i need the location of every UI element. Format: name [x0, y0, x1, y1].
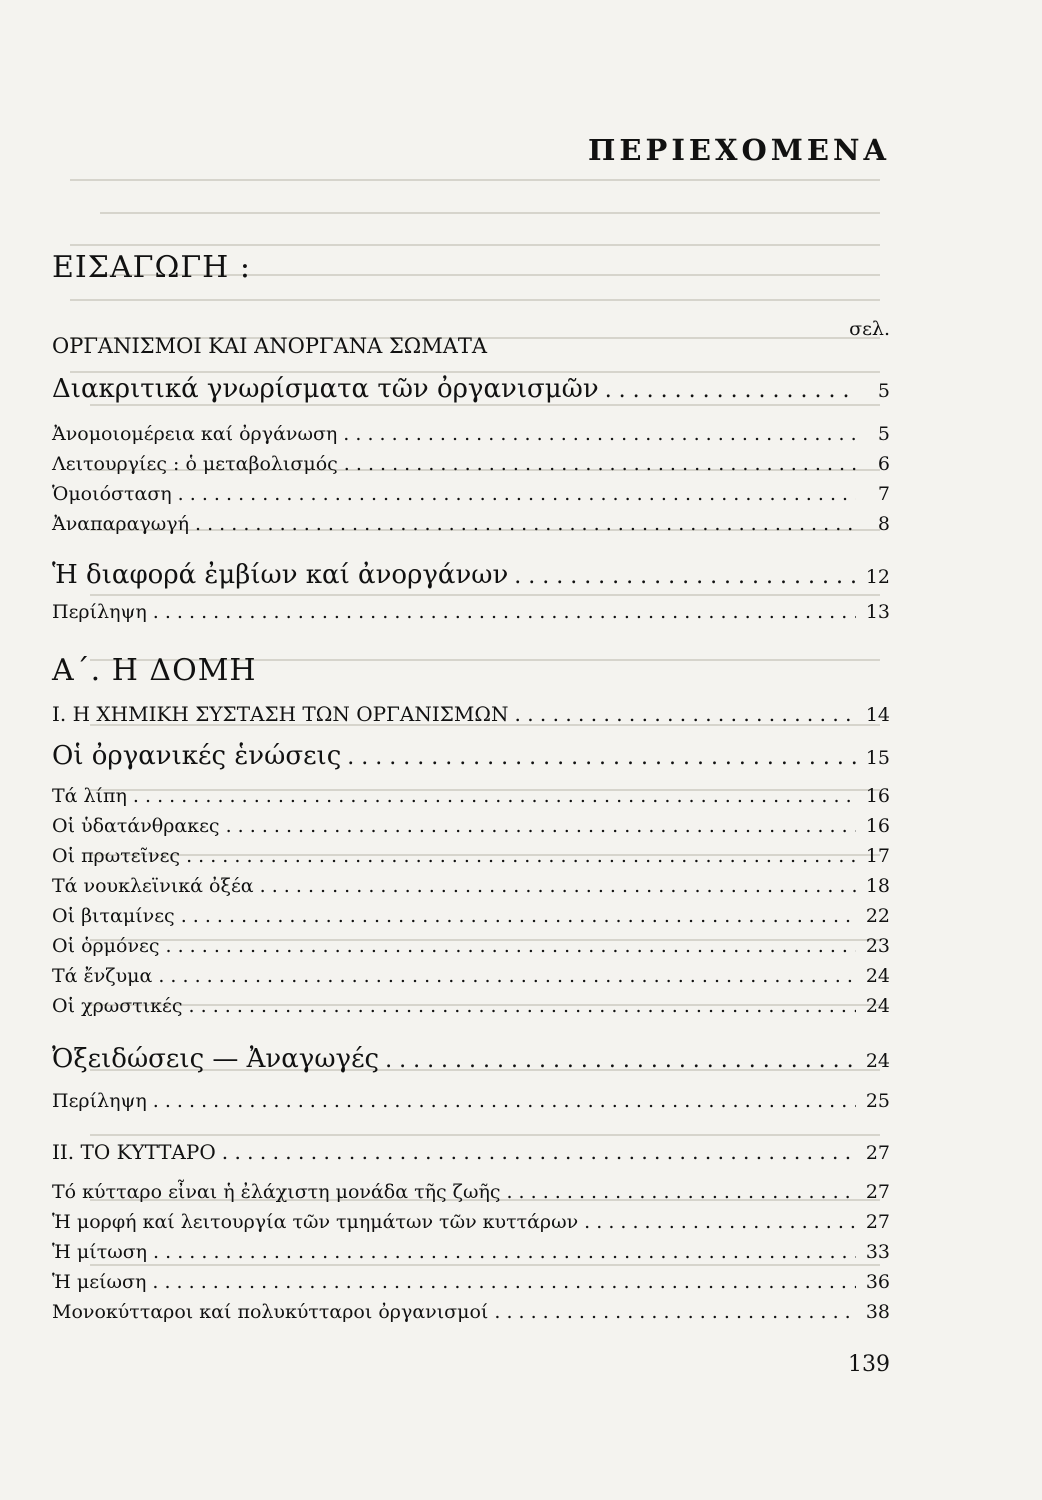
toc-entry-page: 24 [865, 995, 890, 1017]
toc-entry-label: Διακριτικά γνωρίσματα τῶν ὀργανισμῶν [52, 374, 599, 404]
toc-entry [52, 1044, 890, 1074]
leader-dots [152, 1271, 856, 1293]
toc-entry [52, 1211, 890, 1233]
chapter-label: Ι. Η ΧΗΜΙΚΗ ΣΥΣΤΑΣΗ ΤΩΝ ΟΡΓΑΝΙΣΜΩΝ [52, 702, 509, 726]
leader-dots [189, 995, 856, 1017]
leader-dots [181, 905, 856, 927]
toc-entry [52, 374, 890, 404]
leader-dots [153, 1241, 856, 1263]
toc-entry [52, 1241, 890, 1263]
toc-entry [52, 601, 890, 623]
intro-heading: ΕΙΣΑΓΩΓΗ : [52, 250, 251, 285]
leader-dots [344, 453, 856, 475]
chapter-entry [52, 1140, 890, 1164]
toc-entry-page: 36 [865, 1271, 890, 1293]
toc-entry-label: Τά λίπη [52, 785, 127, 807]
toc-entry-label: Ὁμοιόσταση [52, 483, 172, 505]
toc-entry-page: 6 [877, 453, 890, 475]
toc-entry-page: 23 [865, 935, 890, 957]
toc-entry-page: 18 [865, 875, 890, 897]
toc-entry-label: Ἡ μορφή καί λειτουργία τῶν τμημάτων τῶν κυττάρων [52, 1211, 579, 1233]
toc-entry [52, 995, 890, 1017]
toc-entry [52, 741, 890, 771]
leader-dots [347, 745, 856, 770]
leader-dots [514, 564, 856, 589]
toc-entry-label: Περίληψη [52, 601, 147, 623]
leader-dots [584, 1211, 856, 1233]
leader-dots [158, 965, 856, 987]
leader-dots [133, 785, 856, 807]
leader-dots [514, 702, 856, 726]
toc-entry-page: 24 [865, 1050, 890, 1072]
toc-entry-page: 12 [865, 566, 890, 588]
toc-entry-label: Οἱ ὁρμόνες [52, 935, 160, 957]
chapter-entry [52, 702, 890, 726]
leader-dots [605, 378, 856, 403]
toc-entry-label: Λειτουργίες : ὁ μεταβολισμός [52, 453, 338, 475]
toc-entry [52, 1181, 890, 1203]
toc-entry-page: 17 [865, 845, 890, 867]
leader-dots [178, 483, 856, 505]
toc-entry-label: Οἱ βιταμίνες [52, 905, 175, 927]
toc-entry [52, 483, 890, 505]
leader-dots [506, 1181, 856, 1203]
toc-entry-page: 16 [865, 785, 890, 807]
leader-dots [153, 1090, 856, 1112]
toc-entry-label: Ἡ μείωση [52, 1271, 147, 1293]
toc-entry [52, 453, 890, 475]
toc-entry [52, 935, 890, 957]
toc-entry [52, 513, 890, 535]
leader-dots [226, 815, 856, 837]
chapter-label: ΙΙ. ΤΟ ΚΥΤΤΑΡΟ [52, 1140, 216, 1164]
toc-entry-label: Μονοκύτταροι καί πολυκύτταροι ὀργανισμοί [52, 1301, 489, 1323]
page-title: ΠΕΡΙΕΧΟΜΕΝΑ [588, 133, 890, 167]
leader-dots [186, 845, 856, 867]
page-column-label: σελ. [849, 318, 890, 340]
toc-entry-page: 5 [877, 423, 890, 445]
leader-dots [385, 1048, 856, 1073]
toc-entry-label: Οἱ χρωστικές [52, 995, 183, 1017]
toc-entry [52, 875, 890, 897]
toc-entry-page: 25 [865, 1090, 890, 1112]
toc-entry-label: Περίληψη [52, 1090, 147, 1112]
toc-entry-label: Τό κύτταρο εἶναι ἡ ἐλάχιστη μονάδα τῆς ζωῆς [52, 1181, 501, 1203]
toc-entry-label: Τά νουκλεϊνικά ὀξέα [52, 875, 254, 897]
leader-dots [494, 1301, 856, 1323]
leader-dots [153, 601, 856, 623]
toc-entry-label: Οἱ ὀργανικές ἑνώσεις [52, 741, 342, 771]
toc-entry-page: 7 [877, 483, 890, 505]
toc-entry-label: Οἱ πρωτεῖνες [52, 845, 181, 867]
toc-entry [52, 965, 890, 987]
toc-entry-page: 13 [865, 601, 890, 623]
toc-entry [52, 1090, 890, 1112]
leader-dots [195, 513, 856, 535]
leader-dots [260, 875, 856, 897]
toc-entry-page: 38 [865, 1301, 890, 1323]
toc-entry [52, 815, 890, 837]
toc-entry-label: Ὀξειδώσεις — Ἀναγωγές [52, 1044, 380, 1074]
toc-entry-page: 15 [865, 747, 890, 769]
toc-entry [52, 905, 890, 927]
toc-entry-label: Ἀναπαραγωγή [52, 513, 190, 535]
page-number: 139 [848, 1352, 890, 1377]
toc-entry-page: 27 [865, 1211, 890, 1233]
toc-entry-page: 27 [865, 1181, 890, 1203]
leader-dots [343, 423, 856, 445]
toc-entry-page: 33 [865, 1241, 890, 1263]
chapter-page: 14 [865, 704, 890, 726]
toc-entry-page: 24 [865, 965, 890, 987]
toc-entry-label: Τά ἔνζυμα [52, 965, 153, 987]
toc-entry-page: 5 [877, 380, 890, 402]
intro-subheading: ΟΡΓΑΝΙΣΜΟΙ ΚΑΙ ΑΝΟΡΓΑΝΑ ΣΩΜΑΤΑ [52, 334, 488, 358]
toc-entry-label: Ἡ μίτωση [52, 1241, 148, 1263]
leader-dots [166, 935, 857, 957]
toc-entry-label: Ἡ διαφορά ἐμβίων καί ἀνοργάνων [52, 560, 509, 590]
toc-entry [52, 560, 890, 590]
toc-entry-label: Οἱ ὑδατάνθρακες [52, 815, 220, 837]
toc-entry [52, 845, 890, 867]
toc-entry-label: Ἀνομοιομέρεια καί ὀργάνωση [52, 423, 338, 445]
chapter-page: 27 [865, 1142, 890, 1164]
part-a-heading: Α΄. Η ΔΟΜΗ [52, 653, 257, 688]
toc-entry [52, 1271, 890, 1293]
toc-entry [52, 423, 890, 445]
toc-entry-page: 16 [865, 815, 890, 837]
toc-entry-page: 8 [877, 513, 890, 535]
toc-entry [52, 785, 890, 807]
toc-entry [52, 1301, 890, 1323]
leader-dots [222, 1140, 856, 1164]
toc-entry-page: 22 [865, 905, 890, 927]
